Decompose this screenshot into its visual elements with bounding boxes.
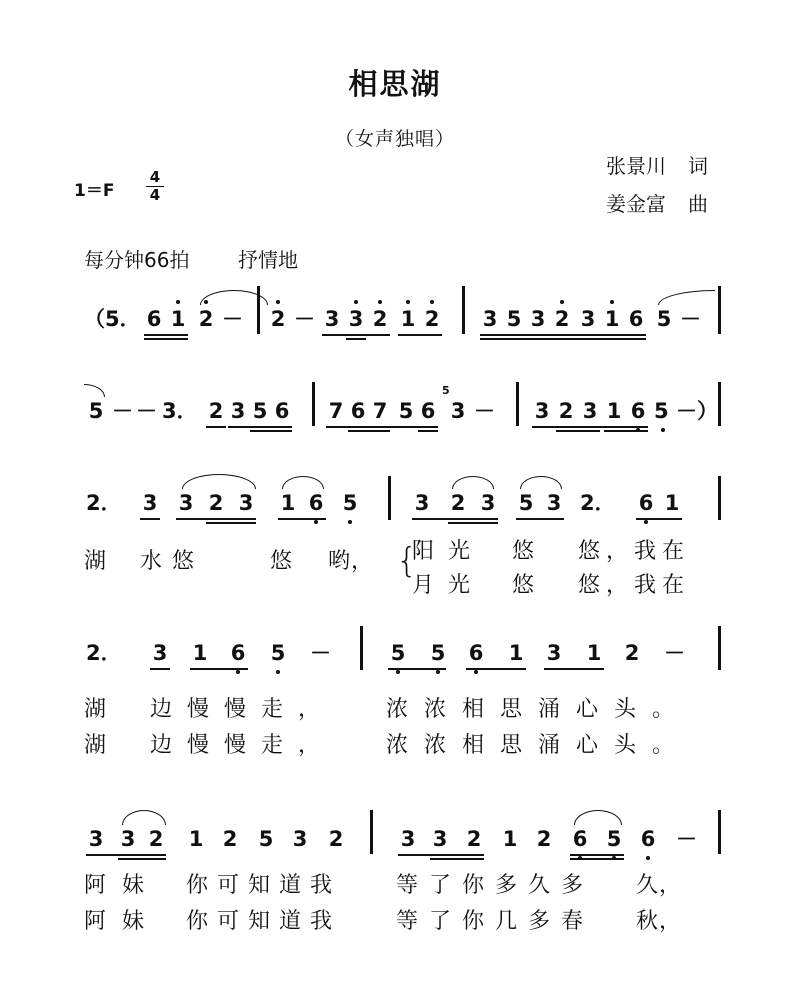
note: （5． bbox=[84, 307, 141, 331]
verse-brace: { bbox=[396, 541, 418, 581]
note: 2 bbox=[328, 827, 344, 851]
beam bbox=[144, 334, 188, 336]
barline bbox=[718, 382, 721, 426]
note: 6 bbox=[466, 640, 486, 666]
note: 2 bbox=[466, 827, 482, 851]
note: 3 bbox=[346, 306, 366, 332]
grace-note: 5 bbox=[442, 384, 450, 397]
dash: － bbox=[676, 827, 697, 851]
lyric: 久， bbox=[636, 873, 683, 898]
beam bbox=[418, 430, 438, 432]
note: 3 bbox=[324, 307, 340, 331]
beam bbox=[532, 426, 648, 428]
note: 1 bbox=[168, 306, 188, 332]
beam bbox=[190, 668, 248, 670]
dash: － bbox=[680, 307, 701, 331]
note: 5 bbox=[656, 307, 672, 331]
lyric: 月光 bbox=[412, 573, 485, 598]
beam bbox=[206, 426, 226, 428]
beam bbox=[346, 338, 366, 340]
beam bbox=[250, 430, 292, 432]
note: 6 bbox=[306, 490, 326, 516]
note: 3 bbox=[142, 491, 158, 515]
note: 5 bbox=[428, 640, 448, 666]
beam bbox=[144, 338, 188, 340]
note: 2． bbox=[86, 491, 122, 515]
note: 5 bbox=[252, 399, 268, 423]
note: 6 bbox=[228, 640, 248, 666]
beam bbox=[636, 518, 682, 520]
lyric: 浓浓相思涌心头。 bbox=[386, 697, 691, 722]
dash: － bbox=[474, 399, 495, 423]
note: 6 bbox=[420, 399, 436, 423]
barline bbox=[370, 810, 373, 854]
barline bbox=[718, 286, 721, 334]
beam bbox=[322, 334, 390, 336]
lyric: 你可知道我 bbox=[186, 909, 342, 934]
note: 5 bbox=[268, 640, 288, 666]
lyric: 湖 bbox=[84, 549, 108, 574]
beam bbox=[398, 334, 442, 336]
slur bbox=[574, 810, 622, 825]
lyric: 等了你多久多 bbox=[396, 873, 595, 898]
note: 6 bbox=[570, 826, 590, 852]
beam bbox=[480, 338, 646, 340]
beam bbox=[570, 858, 624, 860]
note: 3 bbox=[432, 827, 448, 851]
lyric: 秋， bbox=[636, 909, 683, 934]
beam bbox=[176, 518, 256, 520]
slur bbox=[182, 474, 256, 489]
lyric: 悠 bbox=[512, 539, 536, 564]
note: 2 bbox=[222, 827, 238, 851]
note: 3 bbox=[580, 307, 596, 331]
song-subtitle: （女声独唱） bbox=[334, 128, 455, 150]
note: 5 bbox=[340, 490, 360, 516]
note: 3 bbox=[480, 491, 496, 515]
lyric: 悠，我在 bbox=[578, 573, 691, 598]
note: 3 bbox=[238, 491, 254, 515]
beam bbox=[556, 430, 600, 432]
lyric: 悠 bbox=[512, 573, 536, 598]
barline bbox=[718, 810, 721, 854]
note: 2． bbox=[580, 491, 616, 515]
barline bbox=[360, 626, 363, 670]
beam bbox=[118, 858, 166, 860]
note: 6 bbox=[636, 490, 656, 516]
lyric: 阳光 bbox=[412, 539, 485, 564]
note: 6 bbox=[628, 398, 648, 424]
composer-role: 曲 bbox=[688, 192, 708, 216]
lyric: 阿妹 bbox=[84, 873, 161, 898]
beam bbox=[86, 854, 166, 856]
time-signature bbox=[146, 170, 164, 203]
note: 6 bbox=[638, 826, 658, 852]
note: 3 bbox=[582, 399, 598, 423]
note: 3 bbox=[534, 399, 550, 423]
note: 2 bbox=[208, 491, 224, 515]
note: 5 bbox=[388, 640, 408, 666]
time-denominator: 4 bbox=[149, 186, 161, 204]
note: 2 bbox=[268, 306, 288, 332]
note: 6 bbox=[628, 307, 644, 331]
lyric: 水悠 bbox=[140, 549, 205, 574]
lyric: 等了你几多春 bbox=[396, 909, 595, 934]
composer-name: 姜金富 bbox=[606, 192, 666, 216]
beam bbox=[150, 668, 170, 670]
note: 5 bbox=[654, 398, 704, 424]
note: 1 bbox=[280, 491, 296, 515]
dash: － bbox=[664, 641, 685, 665]
note: 6 bbox=[146, 307, 162, 331]
note: 2 bbox=[450, 491, 466, 515]
note: 6 bbox=[274, 399, 290, 423]
note: 3 bbox=[292, 827, 308, 851]
note: 3． bbox=[162, 399, 198, 423]
beam bbox=[140, 518, 160, 520]
note: 1 bbox=[664, 491, 680, 515]
dash: －） bbox=[676, 399, 718, 423]
lyric: 湖 bbox=[84, 697, 108, 722]
barline bbox=[257, 286, 260, 334]
note: 7 bbox=[328, 399, 344, 423]
beam bbox=[570, 854, 624, 856]
note: 5 bbox=[604, 826, 624, 852]
note: 3 bbox=[414, 491, 430, 515]
lyric: 浓浓相思涌心头。 bbox=[386, 733, 691, 758]
beam bbox=[516, 518, 564, 520]
note: 2 bbox=[208, 399, 224, 423]
lyricist-role: 词 bbox=[688, 154, 708, 178]
note: 7 bbox=[372, 399, 388, 423]
note: 3 bbox=[230, 399, 246, 423]
barline bbox=[718, 476, 721, 520]
composer-credit bbox=[606, 188, 708, 217]
barline bbox=[312, 382, 315, 426]
note: 1 bbox=[192, 641, 208, 665]
beam bbox=[544, 668, 604, 670]
note: 2 bbox=[148, 827, 164, 851]
lyric: 阿妹 bbox=[84, 909, 161, 934]
note: 1 bbox=[508, 641, 524, 665]
note: 3 bbox=[400, 827, 416, 851]
lyric: 边慢慢走， bbox=[150, 697, 336, 722]
note: 2 bbox=[552, 306, 572, 332]
beam bbox=[466, 668, 526, 670]
note: 2 bbox=[422, 306, 442, 332]
tempo-marking: 每分钟66拍 bbox=[84, 248, 190, 272]
lyric: 你可知道我 bbox=[186, 873, 342, 898]
lyric: 悠 bbox=[270, 549, 294, 574]
slur bbox=[122, 810, 166, 825]
beam bbox=[206, 522, 256, 524]
note: 3 bbox=[88, 827, 104, 851]
tie bbox=[658, 290, 715, 305]
lyric: 悠，我在 bbox=[578, 539, 691, 564]
score-line-3 bbox=[0, 490, 790, 526]
note: 3 bbox=[152, 641, 168, 665]
beam bbox=[326, 426, 438, 428]
note: 3 bbox=[450, 399, 466, 423]
beam bbox=[348, 430, 390, 432]
note: 1 bbox=[188, 827, 204, 851]
beam bbox=[398, 854, 484, 856]
beam bbox=[278, 518, 326, 520]
note: 2 bbox=[558, 399, 574, 423]
barline bbox=[388, 476, 391, 520]
note: 2 bbox=[196, 306, 216, 332]
note: 1 bbox=[398, 306, 418, 332]
tie bbox=[84, 384, 105, 397]
note: 1 bbox=[606, 399, 622, 423]
barline bbox=[516, 382, 519, 426]
key-signature: 1＝F bbox=[74, 181, 115, 201]
note: 2． bbox=[86, 641, 122, 665]
dash: － bbox=[294, 307, 315, 331]
note: 3 bbox=[482, 307, 498, 331]
song-title: 相思湖 bbox=[348, 67, 442, 101]
barline bbox=[718, 626, 721, 670]
score-line-5 bbox=[0, 826, 790, 862]
slur bbox=[452, 476, 494, 489]
note: 3 bbox=[178, 491, 194, 515]
note: 5 bbox=[506, 307, 522, 331]
dash: － bbox=[310, 641, 331, 665]
time-numerator: 4 bbox=[149, 168, 161, 186]
lyricist-name: 张景川 bbox=[606, 154, 666, 178]
note: 1 bbox=[586, 641, 602, 665]
note: 2 bbox=[536, 827, 552, 851]
lyric: 湖 bbox=[84, 733, 108, 758]
beam bbox=[412, 518, 498, 520]
note: 5 bbox=[518, 491, 534, 515]
slur bbox=[282, 476, 324, 489]
note: 1 bbox=[602, 306, 622, 332]
note: 5 bbox=[258, 827, 274, 851]
score-line-4 bbox=[0, 640, 790, 676]
beam bbox=[388, 668, 446, 670]
beam bbox=[430, 858, 484, 860]
note: 3 bbox=[120, 827, 136, 851]
dash: － bbox=[136, 399, 157, 423]
beam bbox=[448, 522, 498, 524]
note: 3 bbox=[546, 491, 562, 515]
note: 6 bbox=[350, 399, 366, 423]
note: 3 bbox=[546, 641, 562, 665]
note: 2 bbox=[370, 306, 390, 332]
note: 3 bbox=[530, 307, 546, 331]
dash: － bbox=[222, 307, 243, 331]
note: 5 bbox=[88, 399, 104, 423]
beam bbox=[604, 430, 648, 432]
lyricist-credit bbox=[606, 150, 708, 179]
note: 5 bbox=[398, 399, 414, 423]
beam bbox=[480, 334, 646, 336]
slur bbox=[520, 476, 562, 489]
expression-marking: 抒情地 bbox=[238, 248, 298, 272]
score-line-1 bbox=[0, 306, 790, 342]
score-line-2 bbox=[0, 384, 790, 434]
lyric: 哟， bbox=[328, 549, 375, 574]
lyric: 边慢慢走， bbox=[150, 733, 336, 758]
beam bbox=[228, 426, 292, 428]
barline bbox=[462, 286, 465, 334]
note: 1 bbox=[502, 827, 518, 851]
note: 2 bbox=[624, 641, 640, 665]
dash: － bbox=[112, 399, 133, 423]
